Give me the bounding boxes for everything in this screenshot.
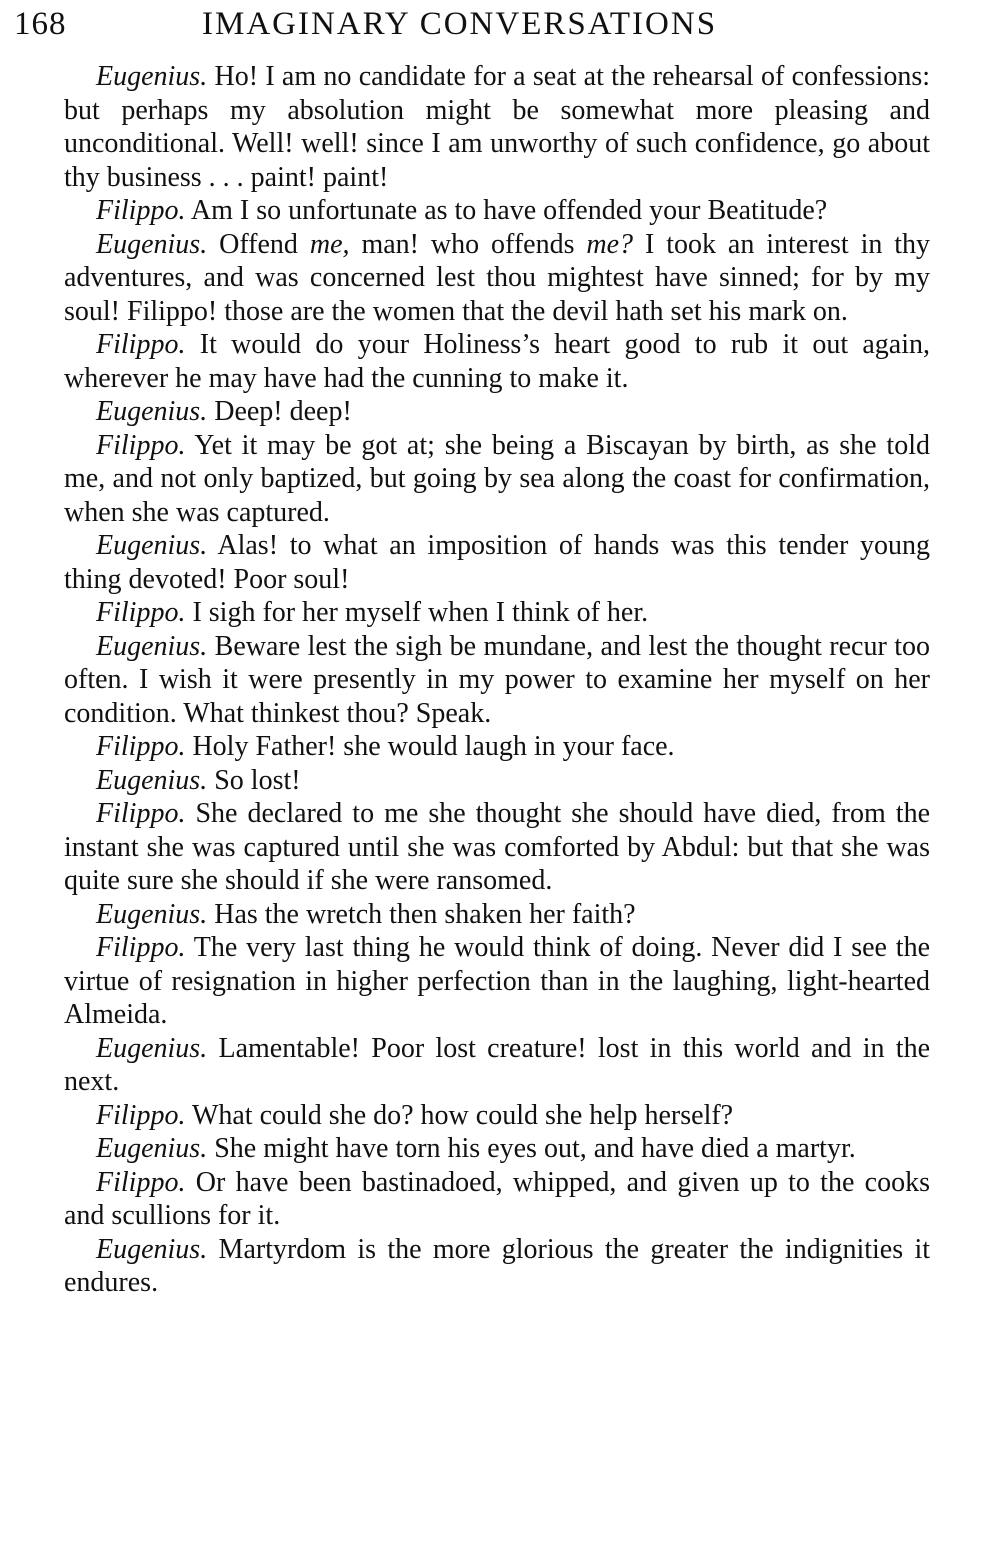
- speaker-name: Eugenius.: [96, 1233, 208, 1265]
- speech-text: I took an interest in thy adventures, and was concerned lest thou mightest have sinned; for by my soul! Filippo! those are the women that the devil hath set his mark on.: [64, 228, 931, 327]
- speech-text: It would do your Holiness’s heart good to rub it out again, wherever he may have had the cunning to make it.: [64, 329, 931, 394]
- speaker-name: Filippo.: [96, 731, 186, 762]
- speaker-name: Filippo.: [96, 597, 186, 628]
- emphasis-text: me,: [309, 228, 350, 260]
- speech-paragraph: [64, 194, 930, 228]
- speech-text: Offend: [219, 228, 298, 260]
- speech-text: So lost!: [214, 764, 301, 796]
- speech-text: Beware lest the sigh be mundane, and lest the thought recur too often. I wish it were presently in my power to examine her myself on her condition. What thinkest thou? Speak.: [64, 630, 931, 729]
- speech-text: The very last thing he would think of doing. Never did I see the virtue of resignation in higher perfection than in the laughing, light-hearted Almeida.: [64, 932, 930, 1030]
- speech-text: Lamentable! Poor lost creature! lost in this world and in the next.: [64, 1032, 931, 1097]
- speech-paragraph: [64, 1166, 930, 1233]
- speech-text: Holy Father! she would laugh in your face.: [192, 731, 675, 762]
- speech-text: Alas! to what an imposition of hands was this tender young thing devoted! Poor soul!: [64, 530, 930, 595]
- speech-text: Am I so unfortunate as to have offended your Beatitude?: [190, 195, 828, 226]
- speech-paragraph: [64, 764, 930, 798]
- speech-text: man! who offends: [361, 228, 575, 260]
- speech-paragraph: [64, 1099, 930, 1133]
- speaker-name: Eugenius.: [96, 1032, 208, 1064]
- running-header: [14, 4, 934, 44]
- speaker-name: Eugenius.: [96, 61, 208, 92]
- speech-text: Has the wretch then shaken her faith?: [214, 898, 636, 930]
- speech-text: Yet it may be got at; she being a Biscayan by birth, as she told me, and not only baptized, but going by sea along the coast for confirmation, when she was captured.: [64, 429, 930, 528]
- speaker-name: Filippo.: [96, 195, 186, 226]
- page-number: 168: [14, 6, 67, 42]
- speaker-name: Filippo.: [96, 1099, 186, 1131]
- speaker-name: Eugenius.: [96, 530, 208, 561]
- speech-text: I sigh for her myself when I think of her.: [192, 597, 649, 628]
- speech-paragraph: [64, 1233, 930, 1300]
- speech-text: She declared to me she thought she should have died, from the instant she was captured until she was comforted by Abdul: but that she was quite sure she should if she were ransomed.: [64, 798, 930, 896]
- speech-paragraph: [64, 1032, 930, 1099]
- speech-text: Ho! I am no candidate for a seat at the rehearsal of confessions: but perhaps my absolution might be somewhat more pleasing and unconditional. Well! well! since I am unworthy of such confidence, go about thy business . . . paint! paint!: [64, 61, 931, 193]
- speaker-name: Eugenius.: [96, 396, 208, 427]
- speech-paragraph: [64, 898, 930, 932]
- speech-paragraph: [64, 395, 930, 429]
- speech-paragraph: [64, 429, 930, 530]
- speaker-name: Eugenius.: [96, 228, 208, 260]
- speech-text: Or have been bastinadoed, whipped, and given up to the cooks and scullions for it.: [64, 1166, 931, 1231]
- running-title: IMAGINARY CONVERSATIONS: [202, 6, 718, 42]
- speech-paragraph: [64, 797, 930, 898]
- speaker-name: Eugenius.: [96, 764, 208, 796]
- emphasis-text: me?: [586, 228, 634, 260]
- speech-text: She might have torn his eyes out, and have died a martyr.: [214, 1133, 856, 1164]
- speech-paragraph: [64, 1132, 930, 1166]
- speech-text: Deep! deep!: [214, 396, 352, 427]
- speech-text: What could she do? how could she help herself?: [191, 1099, 734, 1131]
- speech-paragraph: [64, 228, 930, 329]
- speech-paragraph: [64, 529, 930, 596]
- speech-paragraph: [64, 328, 930, 395]
- speaker-name: Eugenius.: [96, 630, 208, 662]
- speech-paragraph: [64, 931, 930, 1032]
- speaker-name: Filippo.: [96, 798, 186, 829]
- speaker-name: Eugenius.: [96, 1133, 208, 1164]
- speaker-name: Filippo.: [96, 329, 186, 360]
- speaker-name: Filippo.: [96, 1166, 186, 1198]
- speech-paragraph: [64, 630, 930, 731]
- dialogue-body: [64, 60, 930, 1300]
- speaker-name: Filippo.: [96, 932, 186, 963]
- speech-text: Martyrdom is the more glorious the greater the indignities it endures.: [64, 1233, 931, 1298]
- speech-paragraph: [64, 596, 930, 630]
- speaker-name: Eugenius.: [96, 898, 208, 930]
- speech-paragraph: [64, 730, 930, 764]
- speaker-name: Filippo.: [96, 429, 186, 461]
- speech-paragraph: [64, 60, 930, 194]
